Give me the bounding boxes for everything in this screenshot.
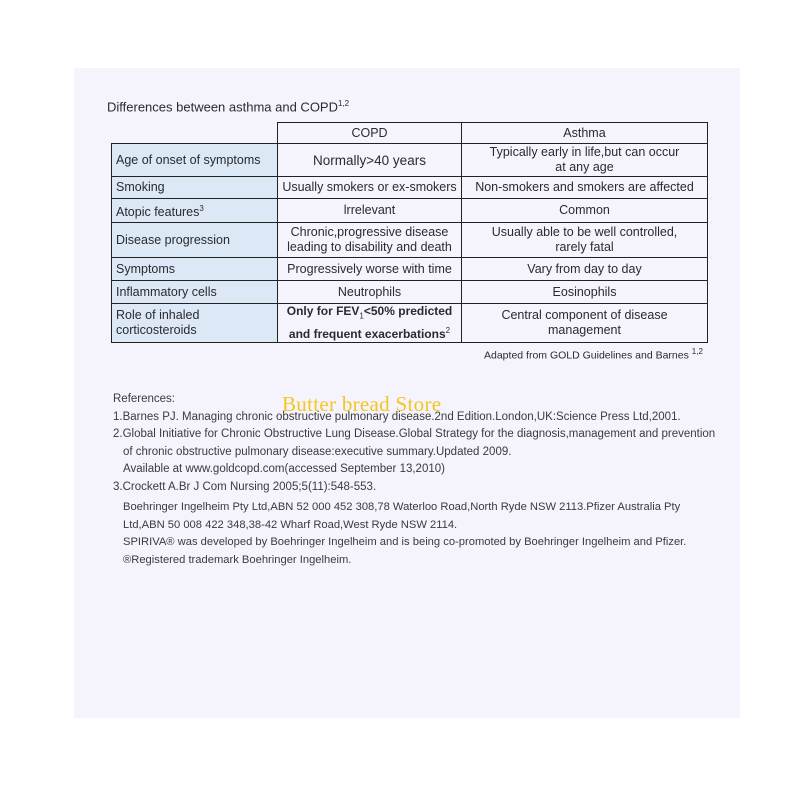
- header-asthma: Asthma: [462, 123, 708, 144]
- copd-cell: Normally>40 years: [278, 144, 462, 177]
- asthma-cell: Eosinophils: [462, 281, 708, 304]
- copd-cell: Progressively worse with time: [278, 258, 462, 281]
- row-label: Disease progression: [112, 223, 278, 258]
- company-line: Boehringer Ingelheim Pty Ltd,ABN 52 000 452 308,78 Waterloo Road,North Ryde NSW 2113.Pfizer Australia Pty: [123, 501, 681, 513]
- table-row: [112, 304, 708, 343]
- header-copd: COPD: [278, 123, 462, 144]
- table-row: [112, 281, 708, 304]
- row-label: Symptoms: [112, 258, 278, 281]
- reference-item-cont: Available at www.goldcopd.com(accessed September 13,2010): [123, 463, 445, 475]
- reference-item: 3.Crockett A.Br J Com Nursing 2005;5(11):548-553.: [113, 480, 377, 493]
- row-label: Age of onset of symptoms: [112, 144, 278, 177]
- table-header-row: [112, 123, 708, 144]
- copd-cell: Usually smokers or ex-smokers: [278, 177, 462, 199]
- asthma-cell: Common: [462, 199, 708, 223]
- table-row: [112, 223, 708, 258]
- table-title: Differences between asthma and COPD$^{1,2}$: [107, 99, 350, 115]
- table-row: [112, 258, 708, 281]
- header-blank-cell: [112, 123, 278, 144]
- copd-cell: Chronic,progressive disease leading to disability and death: [278, 223, 462, 258]
- company-line: SPIRIVA® was developed by Boehringer Ingelheim and is being co-promoted by Boehringer Ingelheim and Pfizer.: [123, 536, 687, 548]
- reference-item: 1.Barnes PJ. Managing chronic obstructive pulmonary disease.2nd Edition.London,UK:Science Press Ltd,2001.: [113, 410, 681, 423]
- asthma-cell: Vary from day to day: [462, 258, 708, 281]
- company-line: Ltd,ABN 50 008 422 348,38-42 Wharf Road,West Ryde NSW 2114.: [123, 518, 458, 531]
- copd-cell: lrrelevant: [278, 199, 462, 223]
- asthma-cell: Non-smokers and smokers are affected: [462, 177, 708, 199]
- row-label: Role of inhaled corticosteroids: [112, 304, 278, 343]
- row-label: Smoking: [112, 177, 278, 199]
- company-line: ®Registered trademark Boehringer Ingelheim.: [123, 553, 352, 566]
- asthma-cell: Central component of disease management: [462, 304, 708, 343]
- references-section: [113, 391, 723, 569]
- asthma-cell: Typically early in life,but can occur at any age: [462, 144, 708, 177]
- row-label: Atopic features$^3$: [112, 199, 278, 223]
- asthma-cell: Usually able to be well controlled, rarely fatal: [462, 223, 708, 258]
- reference-item: 2.Global Initiative for Chronic Obstructive Lung Disease.Global Strategy for the diagnosis,management and prevention: [113, 428, 716, 440]
- comparison-table: [111, 122, 708, 343]
- references-heading: References:: [113, 393, 176, 405]
- table-row: [112, 199, 708, 223]
- table-row: [112, 177, 708, 199]
- row-label: Inflammatory cells: [112, 281, 278, 304]
- source-note: Adapted from GOLD Guidelines and Barnes $^{1,2}$: [484, 347, 703, 362]
- table-row: [112, 144, 708, 177]
- store-watermark: Butter bread Store: [282, 392, 442, 416]
- copd-cell: Neutrophils: [278, 281, 462, 304]
- copd-cell: Only for $FEV_1<50\%$ predicted and frequent exacerbations$^2$: [278, 304, 462, 343]
- reference-item-cont: of chronic obstructive pulmonary disease:executive summary.Updated 2009.: [123, 445, 512, 458]
